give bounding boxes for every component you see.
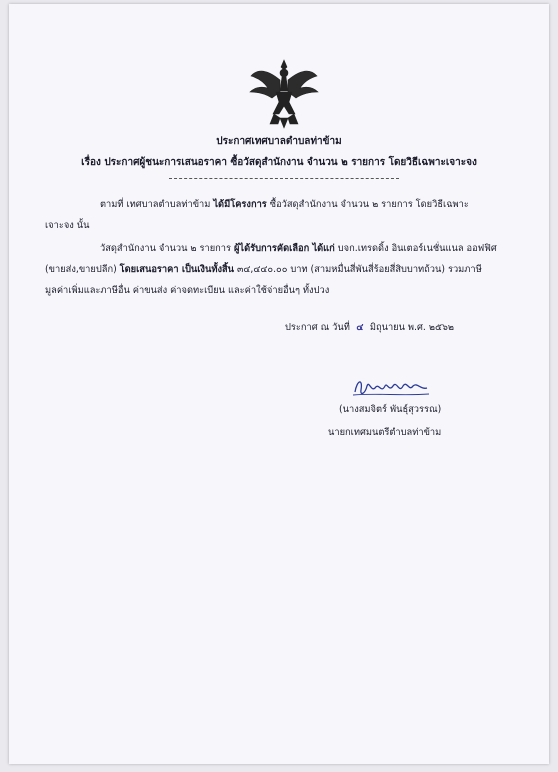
date-rest: มิถุนายน พ.ศ. ๒๕๖๒ (369, 322, 455, 333)
document-org-title: ประกาศเทศบาลตำบลท่าข้าม (216, 136, 342, 147)
document-page (9, 4, 549, 764)
announcement-date (285, 320, 454, 335)
garuda-emblem-icon (246, 56, 322, 132)
document-subject: เรื่อง ประกาศผู้ชนะการเสนอราคา ซื้อวัสดุสำนักงาน จำนวน ๒ รายการ โดยวิธีเฉพาะเจาะจง (81, 157, 477, 168)
p1-text-b: ได้มีโครงการ (213, 199, 267, 210)
paragraph-2-line-1 (100, 241, 497, 256)
p2-text-c: บจก.เทรดดิ้ง อินเตอร์เนชั่นแนล ออฟฟิศ (334, 243, 497, 254)
signer-name: (นางสมจิตร์ พันธุ์สุวรรณ) (339, 404, 442, 415)
p1-text-a: ตามที่ เทศบาลตำบลท่าข้าม (100, 199, 214, 210)
handwritten-signature (349, 372, 433, 400)
paragraph-2-line-3: มูลค่าเพิ่มและภาษีอื่น ค่าขนส่ง ค่าจดทะเบียน และค่าใช้จ่ายอื่นๆ ทั้งปวง (45, 285, 330, 296)
paragraph-2-line-2 (45, 262, 482, 277)
date-day: ๔ (356, 322, 364, 333)
p2-text-b: ผู้ได้รับการคัดเลือก ได้แก่ (233, 243, 335, 254)
p2-text-a: วัสดุสำนักงาน จำนวน ๒ รายการ (100, 243, 234, 254)
signer-position: นายกเทศมนตรีตำบลท่าข้าม (328, 427, 442, 438)
paragraph-1-line-1 (100, 197, 469, 212)
p2-text-f: ๓๔,๔๔๐.๐๐ บาท (สามหมื่นสี่พันสี่ร้อยสี่สิบบาทถ้วน) รวมภาษี (234, 264, 482, 275)
date-prefix: ประกาศ ณ วันที่ (285, 322, 350, 333)
p2-text-e: โดยเสนอราคา เป็นเงินทั้งสิ้น (119, 264, 235, 275)
divider-line (169, 178, 399, 179)
p1-text-c: ซื้อวัสดุสำนักงาน จำนวน ๒ รายการ โดยวิธีเฉพาะ (266, 199, 469, 210)
paragraph-1-line-2: เจาะจง นั้น (45, 220, 90, 231)
p2-text-d: (ขายส่ง,ขายปลีก) (45, 264, 120, 275)
